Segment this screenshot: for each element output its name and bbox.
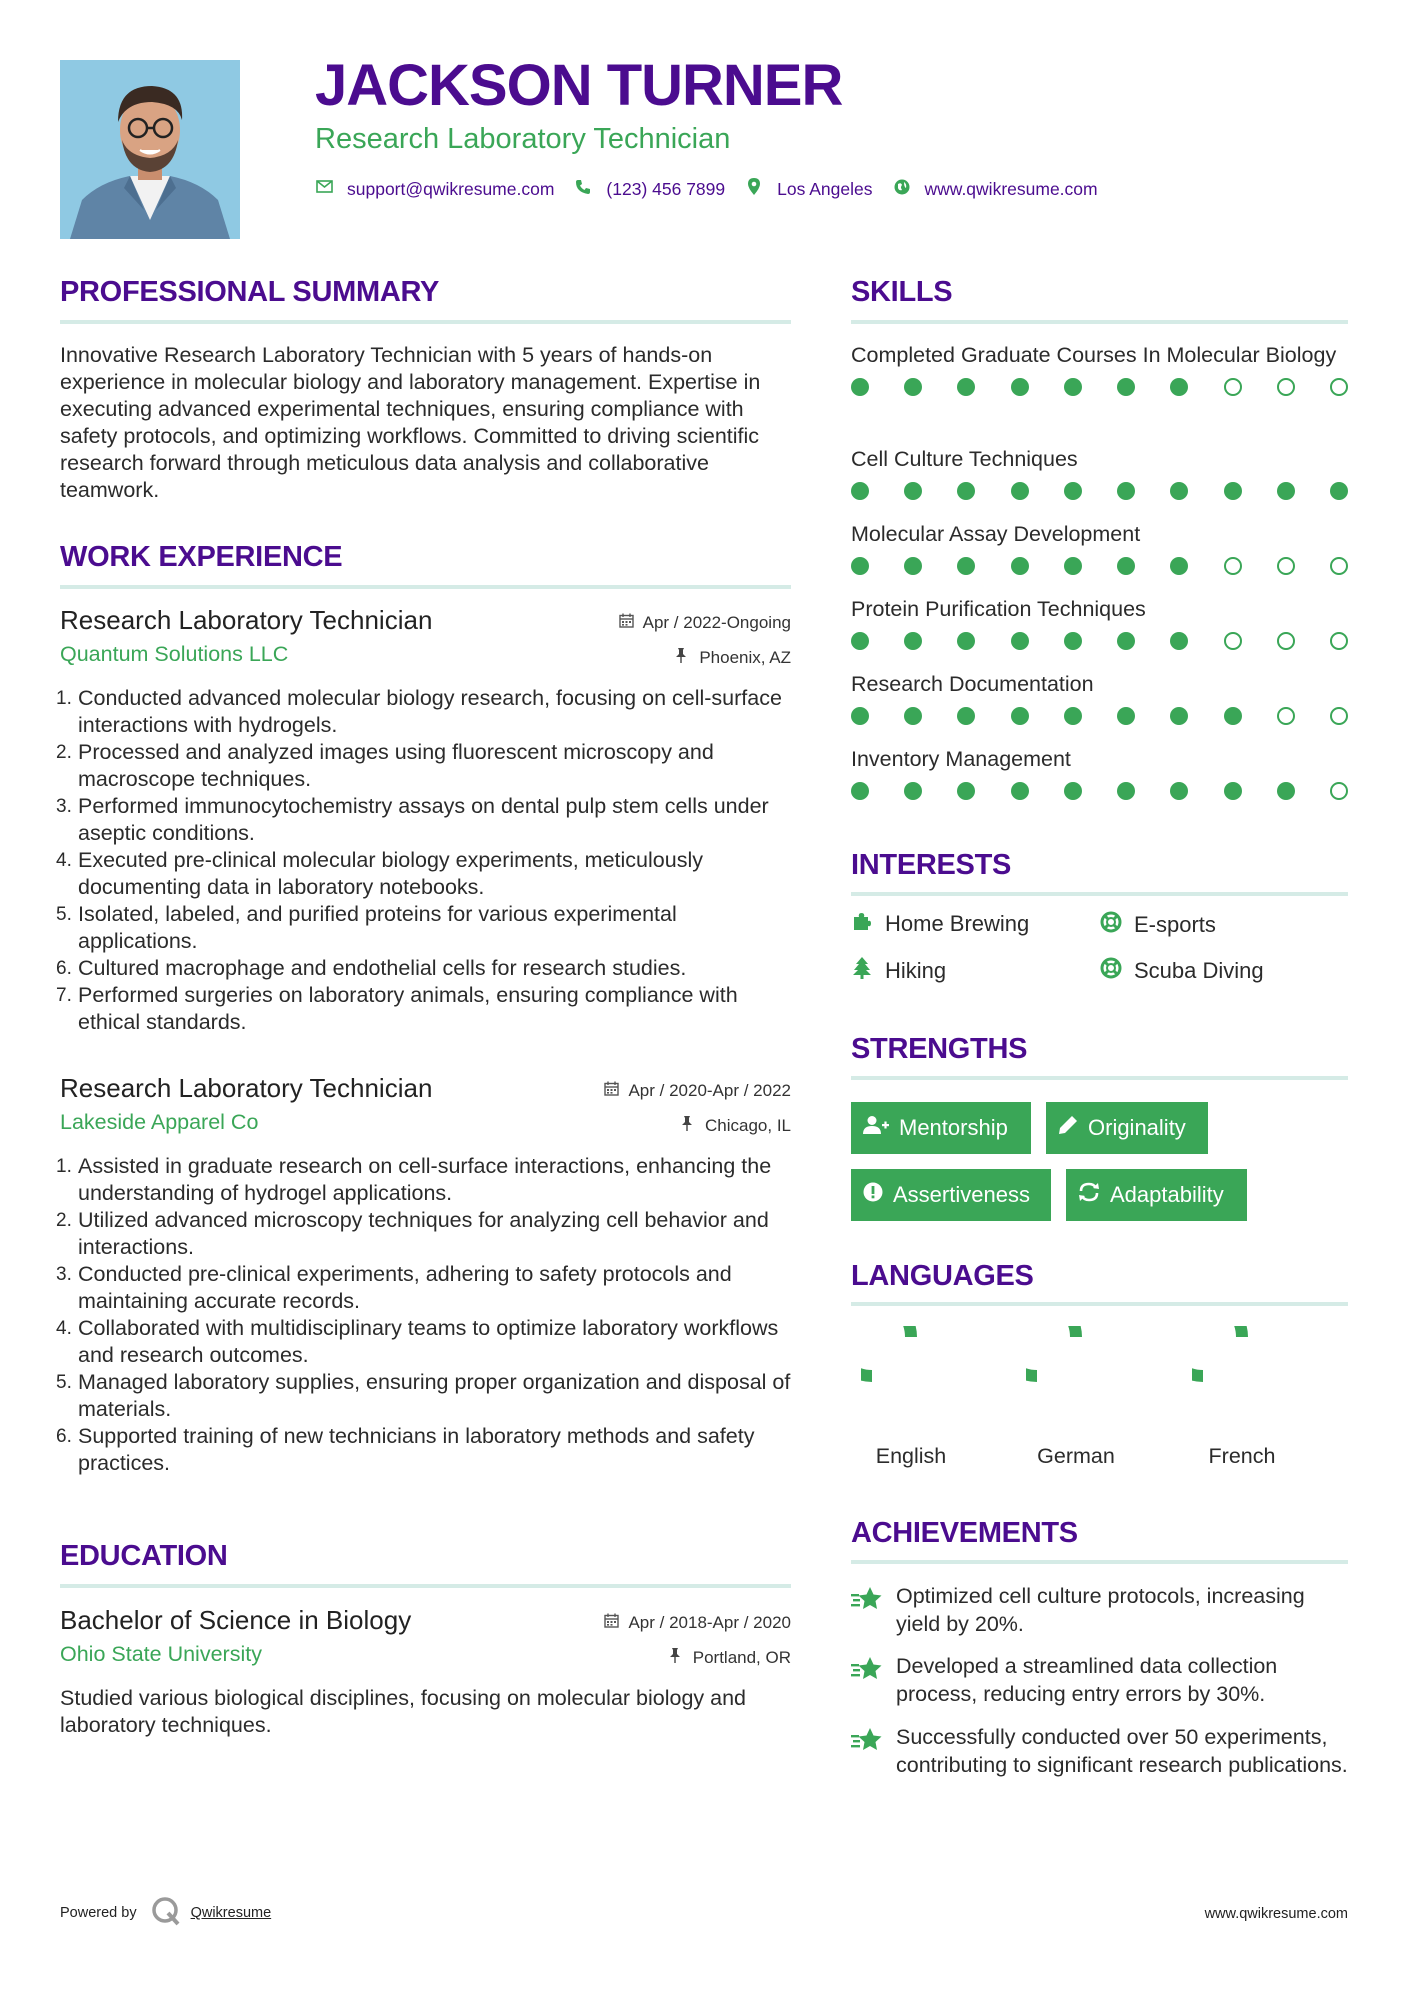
rating-dot-filled (904, 632, 922, 650)
summary-heading: PROFESSIONAL SUMMARY (60, 276, 440, 308)
tree-icon (851, 957, 873, 985)
rating-dot-filled (1011, 782, 1029, 800)
star-icon (851, 1727, 881, 1759)
language-item (1016, 1326, 1136, 1469)
rating-dot-filled (1117, 482, 1135, 500)
skill-item (851, 521, 1348, 575)
pencil-icon (1058, 1115, 1078, 1141)
interests-heading: INTERESTS (851, 849, 1012, 881)
puzzle-icon (851, 911, 873, 937)
phone-number: (123) 456 7899 (606, 178, 726, 199)
job-location-text: Chicago, IL (705, 1116, 791, 1135)
list-item: Performed surgeries on laboratory animals, ensuring compliance with ethical standards. (78, 983, 738, 1034)
list-item: Processed and analyzed images using fluorescent microscopy and macroscope techniques. (78, 740, 714, 791)
rating-dot-filled (1277, 482, 1295, 500)
school-name: Ohio State University (60, 1642, 262, 1666)
summary-text: Innovative Research Laboratory Technician with 5 years of hands-on experience in molecular biology and laboratory management. Expertise in executing advanced experimental techniques, ensuring compliance with safety protocols, and optimizing workflows. Committed to driving scientific research forward through meticulous data analysis and collaborative teamwork. (60, 343, 761, 502)
language-level-arc (1192, 1326, 1242, 1376)
pushpin-icon (669, 1648, 685, 1666)
job-date (619, 613, 791, 633)
contact-bar (315, 178, 1118, 200)
languages-heading: LANGUAGES (851, 1260, 1034, 1292)
rating-dot-empty (1277, 632, 1295, 650)
skill-rating (851, 632, 1348, 650)
rating-dot-filled (957, 707, 975, 725)
job-bullets (60, 685, 791, 1036)
language-level-arc (861, 1326, 911, 1376)
achievement-text: Optimized cell culture protocols, increasing yield by 20%. (896, 1584, 1305, 1636)
education-location (669, 1648, 791, 1668)
interest-item (851, 911, 1029, 937)
user-plus-icon (863, 1115, 889, 1141)
achievement-item (851, 1582, 1348, 1638)
achievements-divider (851, 1560, 1348, 1564)
strength-badge (851, 1169, 1051, 1221)
rating-dot-filled (1330, 482, 1348, 500)
strength-badge (851, 1102, 1031, 1154)
job-location-text: Phoenix, AZ (699, 648, 791, 667)
language-item (1182, 1326, 1302, 1469)
phone-icon (574, 179, 592, 200)
strength-badge (1066, 1169, 1247, 1221)
rating-dot-filled (1064, 782, 1082, 800)
job-location (675, 648, 791, 668)
interest-label: Scuba Diving (1134, 958, 1264, 983)
skill-rating (851, 707, 1348, 725)
rating-dot-filled (851, 707, 869, 725)
list-item: Managed laboratory supplies, ensuring proper organization and disposal of materials. (78, 1370, 791, 1421)
education-description: Studied various biological disciplines, focusing on molecular biology and laboratory techniques. (60, 1686, 747, 1737)
skill-name: Protein Purification Techniques (851, 597, 1146, 621)
rating-dot-filled (957, 482, 975, 500)
skill-rating (851, 482, 1348, 500)
location-text: Los Angeles (777, 178, 873, 199)
rating-dot-empty (1277, 557, 1295, 575)
qwikresume-logo-icon (151, 1896, 181, 1930)
achievement-item (851, 1652, 1348, 1708)
job-date (604, 1081, 791, 1101)
rating-dot-filled (1011, 557, 1029, 575)
list-item: Conducted advanced molecular biology research, focusing on cell-surface interactions with hydrogels. (78, 686, 782, 737)
profile-photo (60, 60, 240, 239)
pushpin-icon (675, 648, 691, 666)
skill-item (851, 342, 1348, 396)
rating-dot-filled (904, 378, 922, 396)
education-location-text: Portland, OR (692, 1648, 791, 1667)
languages-divider (851, 1302, 1348, 1306)
powered-by-label: Powered by (60, 1905, 137, 1921)
achievement-text: Developed a streamlined data collection process, reducing entry errors by 30%. (896, 1654, 1278, 1706)
exclamation-circle-icon (863, 1182, 883, 1208)
rating-dot-filled (1011, 707, 1029, 725)
map-pin-icon (745, 178, 763, 200)
achievement-item (851, 1723, 1348, 1779)
education-divider (60, 1584, 791, 1588)
list-item: Isolated, labeled, and purified proteins for various experimental applications. (78, 902, 677, 953)
skill-rating (851, 378, 1348, 396)
footer-website[interactable]: www.qwikresume.com (1204, 1906, 1348, 1922)
email-link[interactable]: support@qwikresume.com (347, 178, 555, 199)
degree-title: Bachelor of Science in Biology (60, 1605, 412, 1635)
skill-name: Cell Culture Techniques (851, 447, 1078, 471)
footer-powered-by (60, 1896, 271, 1930)
rating-dot-empty (1330, 632, 1348, 650)
rating-dot-filled (1224, 482, 1242, 500)
skill-rating (851, 782, 1348, 800)
list-item: Executed pre-clinical molecular biology experiments, meticulously documenting data in laboratory notebooks. (78, 848, 703, 899)
rating-dot-filled (1277, 782, 1295, 800)
job-company: Quantum Solutions LLC (60, 642, 289, 666)
job-bullets (60, 1153, 791, 1477)
language-gauge (1192, 1326, 1292, 1426)
skill-name: Inventory Management (851, 747, 1071, 771)
job-entry (60, 605, 791, 1045)
rating-dot-filled (904, 782, 922, 800)
skill-item (851, 671, 1348, 725)
rating-dot-filled (851, 557, 869, 575)
interest-item (1100, 957, 1264, 985)
rating-dot-filled (1170, 378, 1188, 396)
candidate-name: JACKSON TURNER (315, 53, 843, 118)
rating-dot-filled (1011, 378, 1029, 396)
rating-dot-filled (1117, 557, 1135, 575)
skill-rating (851, 557, 1348, 575)
rating-dot-filled (1117, 782, 1135, 800)
skill-name: Molecular Assay Development (851, 522, 1141, 546)
rating-dot-filled (1064, 557, 1082, 575)
calendar-icon (604, 1081, 620, 1099)
globe-icon (893, 179, 911, 200)
skill-name: Research Documentation (851, 672, 1094, 696)
skills-divider (851, 320, 1348, 324)
star-icon (851, 1656, 881, 1688)
education-heading: EDUCATION (60, 1540, 228, 1572)
rating-dot-filled (1170, 782, 1188, 800)
list-item: Utilized advanced microscopy techniques for analyzing cell behavior and interactions. (78, 1208, 769, 1259)
rating-dot-empty (1330, 378, 1348, 396)
work-heading: WORK EXPERIENCE (60, 541, 343, 573)
rating-dot-filled (1170, 707, 1188, 725)
job-location (681, 1116, 791, 1136)
strength-label: Originality (1088, 1115, 1186, 1140)
rating-dot-filled (1117, 632, 1135, 650)
rating-dot-empty (1330, 707, 1348, 725)
rating-dot-empty (1224, 632, 1242, 650)
calendar-icon (604, 1613, 620, 1631)
calendar-icon (619, 613, 635, 631)
envelope-icon (315, 180, 333, 198)
rating-dot-empty (1224, 557, 1242, 575)
skill-item (851, 446, 1348, 500)
rating-dot-filled (957, 632, 975, 650)
rating-dot-filled (1011, 632, 1029, 650)
rating-dot-filled (1224, 782, 1242, 800)
rating-dot-filled (851, 632, 869, 650)
lifebuoy-icon (1100, 957, 1122, 985)
language-gauge (861, 1326, 961, 1426)
skill-item (851, 596, 1348, 650)
rating-dot-filled (851, 482, 869, 500)
rating-dot-filled (1011, 482, 1029, 500)
education-date-text: Apr / 2018-Apr / 2020 (628, 1613, 791, 1632)
rating-dot-filled (1064, 707, 1082, 725)
rating-dot-filled (1170, 557, 1188, 575)
skill-name: Completed Graduate Courses In Molecular Biology (851, 343, 1337, 367)
rating-dot-empty (1277, 707, 1295, 725)
list-item: Performed immunocytochemistry assays on dental pulp stem cells under aseptic conditions. (78, 794, 769, 845)
rating-dot-filled (904, 557, 922, 575)
website-link[interactable]: www.qwikresume.com (924, 178, 1098, 199)
interests-divider (851, 892, 1348, 896)
education-date (604, 1613, 791, 1633)
rating-dot-filled (957, 782, 975, 800)
rating-dot-filled (904, 482, 922, 500)
summary-divider (60, 320, 791, 324)
interest-label: Home Brewing (885, 911, 1030, 936)
language-name: French (1208, 1444, 1276, 1468)
education-entry (60, 1605, 791, 1745)
list-item: Supported training of new technicians in laboratory methods and safety practices. (78, 1424, 755, 1475)
rating-dot-filled (851, 782, 869, 800)
list-item: Assisted in graduate research on cell-surface interactions, enhancing the understanding of hydrogel applications. (78, 1154, 772, 1205)
interest-item (1100, 911, 1216, 939)
work-divider (60, 585, 791, 589)
strength-label: Adaptability (1110, 1182, 1224, 1207)
rating-dot-filled (851, 378, 869, 396)
strengths-divider (851, 1076, 1348, 1080)
lifebuoy-icon (1100, 911, 1122, 939)
rating-dot-empty (1224, 378, 1242, 396)
achievements-heading: ACHIEVEMENTS (851, 1517, 1078, 1549)
refresh-icon (1078, 1182, 1100, 1208)
language-gauge (1026, 1326, 1126, 1426)
strength-label: Assertiveness (893, 1182, 1030, 1207)
rating-dot-filled (904, 707, 922, 725)
strength-badge (1046, 1102, 1208, 1154)
pushpin-icon (681, 1116, 697, 1134)
skill-item (851, 746, 1348, 800)
achievement-text: Successfully conducted over 50 experiments, contributing to significant research publications. (896, 1725, 1348, 1777)
rating-dot-filled (1170, 482, 1188, 500)
list-item: Conducted pre-clinical experiments, adhering to safety protocols and maintaining accurate records. (78, 1262, 732, 1313)
candidate-title: Research Laboratory Technician (315, 123, 731, 155)
job-title: Research Laboratory Technician (60, 605, 433, 635)
rating-dot-filled (957, 378, 975, 396)
list-item: Cultured macrophage and endothelial cells for research studies. (78, 956, 687, 980)
job-date-text: Apr / 2020-Apr / 2022 (628, 1081, 791, 1100)
job-date-text: Apr / 2022-Ongoing (642, 613, 791, 632)
rating-dot-filled (1170, 632, 1188, 650)
language-name: German (1037, 1444, 1115, 1468)
job-company: Lakeside Apparel Co (60, 1110, 259, 1134)
language-item (851, 1326, 971, 1469)
strength-label: Mentorship (899, 1115, 1008, 1140)
skills-heading: SKILLS (851, 276, 953, 308)
rating-dot-filled (1117, 378, 1135, 396)
strengths-heading: STRENGTHS (851, 1033, 1028, 1065)
rating-dot-filled (1224, 707, 1242, 725)
rating-dot-empty (1330, 557, 1348, 575)
rating-dot-empty (1277, 378, 1295, 396)
rating-dot-empty (1330, 782, 1348, 800)
rating-dot-filled (1117, 707, 1135, 725)
language-level-arc (1026, 1326, 1076, 1376)
job-entry (60, 1073, 791, 1513)
qwikresume-link[interactable]: Qwikresume (190, 1905, 272, 1921)
rating-dot-filled (1064, 378, 1082, 396)
list-item: Collaborated with multidisciplinary teams to optimize laboratory workflows and research outcomes. (78, 1316, 779, 1367)
star-icon (851, 1586, 881, 1618)
job-title: Research Laboratory Technician (60, 1073, 433, 1103)
rating-dot-filled (1064, 632, 1082, 650)
interest-label: E-sports (1134, 912, 1216, 937)
rating-dot-filled (1064, 482, 1082, 500)
interest-label: Hiking (885, 958, 947, 983)
rating-dot-filled (957, 557, 975, 575)
interest-item (851, 957, 946, 985)
language-name: English (875, 1444, 947, 1468)
